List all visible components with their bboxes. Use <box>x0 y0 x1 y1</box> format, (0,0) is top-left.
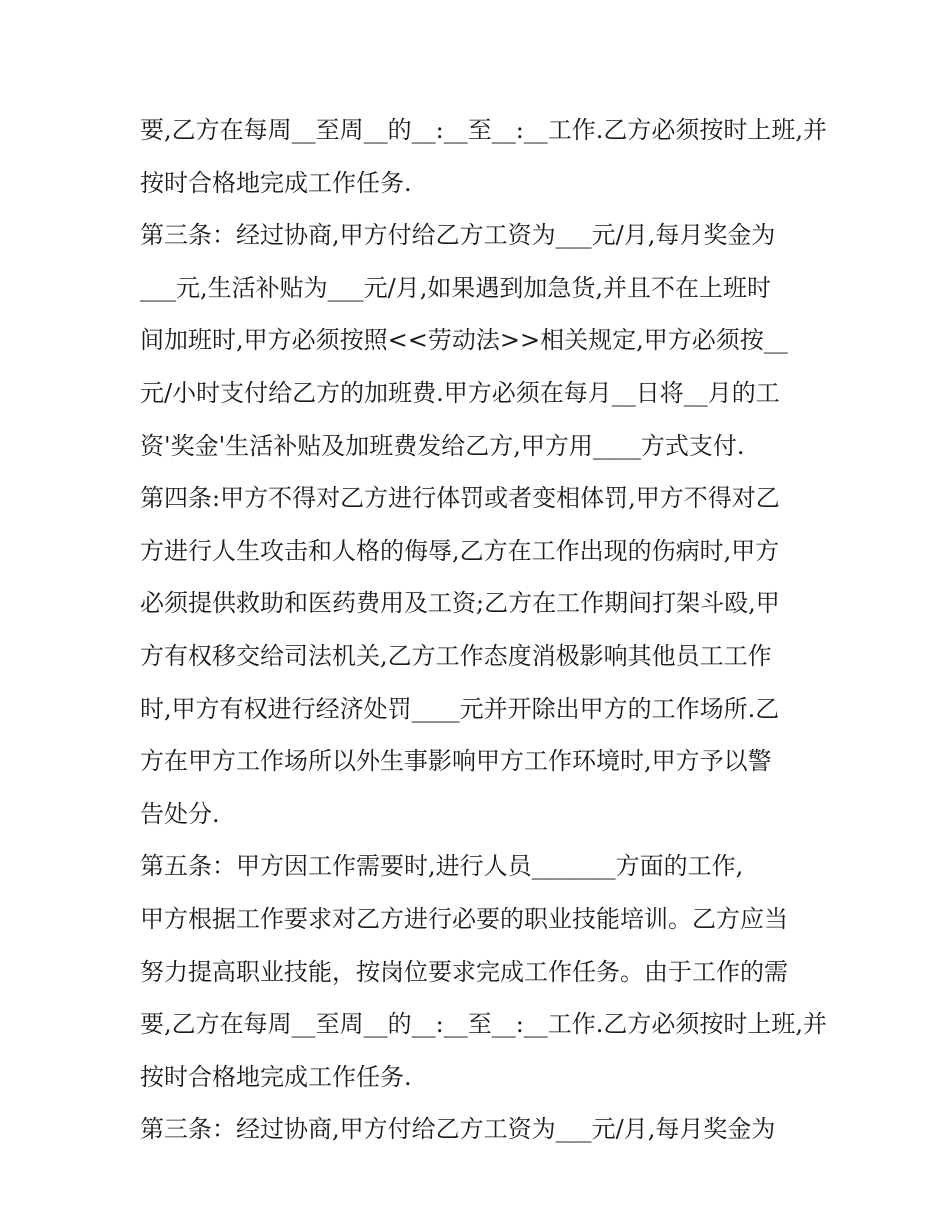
text-line: 方在甲方工作场所以外生事影响甲方工作环境时,甲方予以警 <box>140 747 772 776</box>
text-line: 按时合格地完成工作任务. <box>140 1062 412 1091</box>
text-line: 要,乙方在每周__至周__的__:__至__:__工作.乙方必须按时上班,并 <box>140 116 828 144</box>
text-line: 第三条：经过协商,甲方付给乙方工资为___元/月,每月奖金为 <box>140 1115 776 1144</box>
text-line: 第五条：甲方因工作需要时,进行人员_______方面的工作, <box>140 852 744 881</box>
text-line: 元/小时支付给乙方的加班费.甲方必须在每月__日将__月的工 <box>140 378 780 407</box>
text-line: 按时合格地完成工作任务. <box>140 168 412 197</box>
text-line: 方进行人生攻击和人格的侮辱,乙方在工作出现的伤病时,甲方 <box>140 536 780 565</box>
text-line: 甲方根据工作要求对乙方进行必要的职业技能培训。乙方应当 <box>140 904 788 933</box>
document-body <box>140 107 828 1159</box>
text-line: 告处分. <box>140 799 220 828</box>
text-line: 间加班时,甲方必须按照<<劳动法>>相关规定,甲方必须按__ <box>140 326 788 355</box>
text-line: 第三条：经过协商,甲方付给乙方工资为___元/月,每月奖金为 <box>140 221 776 250</box>
text-line: 时,甲方有权进行经济处罚____元并开除出甲方的工作场所.乙 <box>140 694 780 723</box>
text-line: 方有权移交给司法机关,乙方工作态度消极影响其他员工工作 <box>140 641 772 670</box>
text-line: 第四条:甲方不得对乙方进行体罚或者变相体罚,甲方不得对乙 <box>140 484 780 513</box>
text-line: 必须提供救助和医药费用及工资;乙方在工作期间打架斗殴,甲 <box>140 589 780 618</box>
text-line: 要,乙方在每周__至周__的__:__至__:__工作.乙方必须按时上班,并 <box>140 1010 828 1039</box>
text-line: 努力提高职业技能，按岗位要求完成工作任务。由于工作的需 <box>140 957 788 986</box>
text-line: ___元,生活补贴为___元/月,如果遇到加急货,并且不在上班时 <box>140 273 771 302</box>
text-line: 资'奖金'生活补贴及加班费发给乙方,甲方用____方式支付. <box>140 431 745 460</box>
